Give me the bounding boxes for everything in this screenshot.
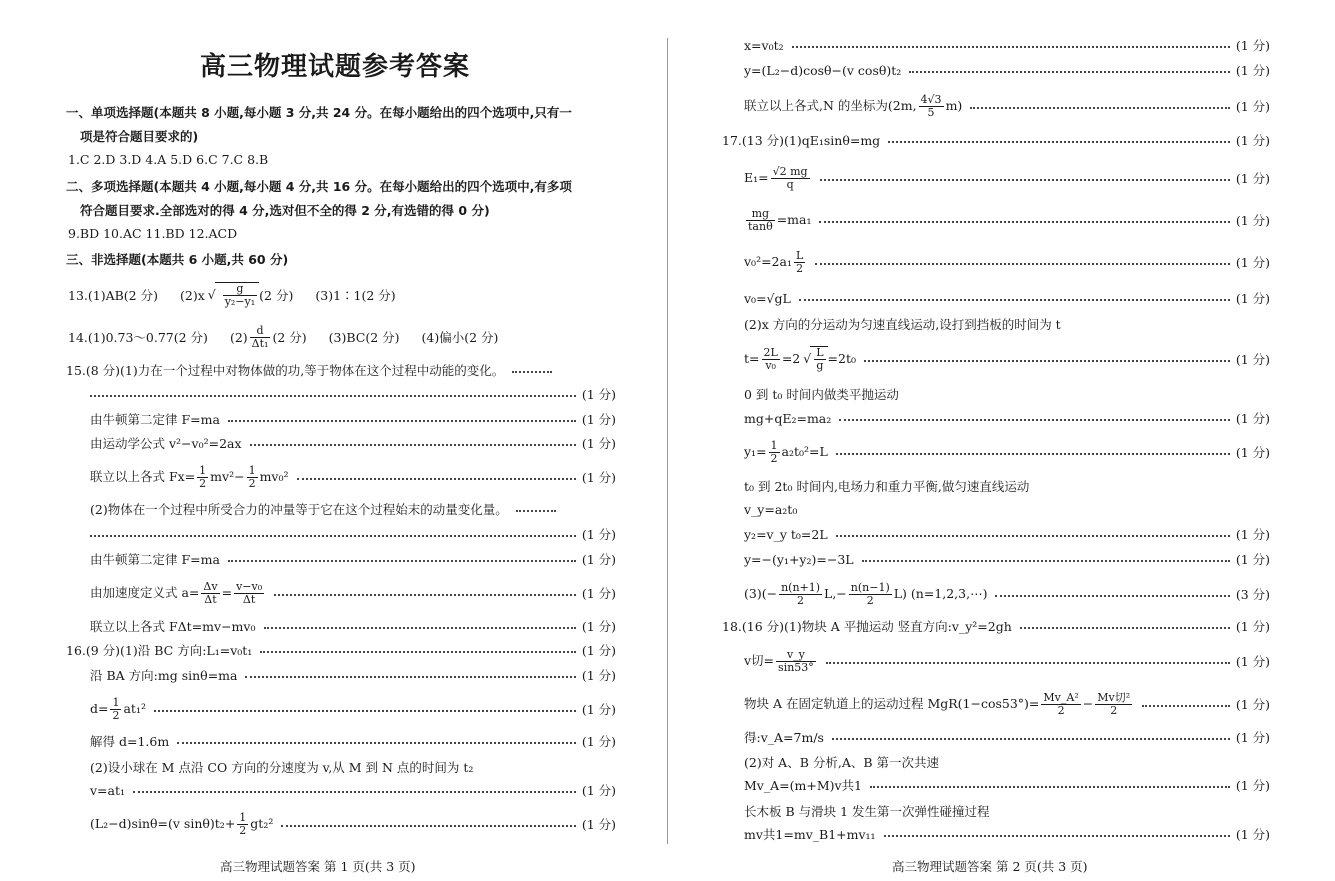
dot-leader [888,141,1230,143]
frac-den: v₀ [765,359,776,372]
frac-num: 1 [248,463,256,477]
q16-r1 [744,36,1270,54]
q18-l4-text: 得:v_A=7m/s [744,730,824,745]
q16-line1-text: 16.(9 分)(1)沿 BC 方向:L₁=v₀t₁ [66,643,253,658]
q17-l1-text: 17.(13 分)(1)qE₁sinθ=mg [722,133,881,148]
score: (1 分) [1235,63,1270,78]
fraction-half [110,697,121,722]
score: (1 分) [1235,445,1270,460]
q17-l5-text: v₀=√gL [744,290,791,306]
q17-l2-text [744,166,812,191]
q17-l15-text [744,582,987,607]
section2-heading-cont: 符合题目要求.全部选对的得 4 分,选对但不全的得 2 分,有选错的得 0 分) [80,203,490,218]
q16-line2 [90,666,616,684]
dot-leader [836,535,1230,537]
frac-num: √ L [816,346,824,359]
frac-den: 2 [199,476,207,490]
frac-num: Mv切² [1097,690,1131,704]
q17-l5 [744,289,1270,307]
dot-leader [516,510,556,512]
q16-r2-text: y=(L₂−d)cosθ−(v cosθ)t₂ [744,62,902,78]
q18-l4 [744,728,1270,746]
q13-fraction [223,283,257,308]
score: (1 分) [581,619,616,634]
q16-r2 [744,61,1270,79]
frac-den: 2 [797,593,805,607]
frac-num: Mv_A² [1043,690,1079,704]
q17-sqrt [810,346,827,372]
score: (1 分) [581,387,616,402]
q17-l10 [744,438,1270,466]
q17-l10-prefix: y₁= [744,443,767,459]
fraction [1095,692,1132,717]
q15-line8 [90,617,616,635]
score: (1 分) [581,734,616,749]
q16-line7-suffix: gt₂² [250,815,274,831]
score: (1 分) [581,527,616,542]
score: (1 分) [1235,619,1270,634]
q14-part2-score: (2 分) [272,330,307,345]
q18-l8-text: mv共1=mv_B1+mv₁₁ [744,827,876,842]
frac-den: g [816,359,824,372]
fraction [762,347,780,372]
fraction-half [769,440,780,465]
frac-num: L [795,248,804,262]
q15-line6 [90,550,616,568]
score: (1 分) [1235,99,1270,114]
q16-line6 [90,781,616,799]
footer-left: 高三物理试题答案 第 1 页(共 3 页) [220,859,416,874]
fraction [746,208,775,233]
score: (1 分) [1235,411,1270,426]
q18-l3-text: 物块 A 在固定轨道上的运动过程 MgR(1−cos53°)= $\frac{\text{Mv\_A²}}{2}$ − $\frac{\text{Mv切²}}{2}$ [744,690,1131,717]
q16-line7-text [90,812,273,837]
score: (1 分) [581,668,616,683]
fraction [234,581,264,606]
score: (1 分) [581,817,616,832]
q15-line4 [90,464,616,490]
q17-l7-mid: =2 [781,351,801,366]
q15-line5-score-row [90,525,616,543]
q13-part2-score: (2 分) [259,288,294,303]
q15-line5 [90,500,616,518]
fraction [776,649,816,674]
q17-l14 [744,550,1270,568]
frac-den: 5 [927,105,935,119]
score: (1 分) [1235,654,1270,669]
frac-num: v−v₀ [236,579,263,593]
frac-num: 4√3 [920,92,942,106]
dot-leader [862,560,1230,562]
q17-l4-text [744,250,807,275]
frac-num: 1 [199,463,207,477]
fraction-half [197,465,208,490]
q17-l3-text [744,208,811,233]
dot-leader [799,299,1230,301]
q17-l7 [744,344,1270,374]
dot-leader [90,395,576,397]
q17-l15-suffix: L) (n=1,2,3,⋯) [893,585,988,601]
q15-line4-suffix: mv₀² [259,468,289,484]
dot-leader [815,263,1230,265]
q17-l7-text [744,346,856,372]
q17-l9-text: mg+qE₂=ma₂ [744,410,832,426]
dot-leader [884,835,1230,837]
frac-num: √2 mg [772,164,808,178]
q15-line7-prefix: 由加速度定义式 a= [90,584,200,600]
q13-frac-den: y₂−y₁ [224,295,256,308]
q15-line4-prefix: 联立以上各式 Fx= [90,468,196,484]
dot-leader [909,71,1230,73]
dot-leader [792,46,1230,48]
frac-num: mg [746,208,775,221]
score: (1 分) [1235,778,1270,793]
q13-sqrt [215,282,259,308]
q17-l3-suffix: =ma₁ [776,211,812,227]
q16-line1 [66,641,616,659]
q18-l7: 长木板 B 与滑块 1 发生第一次弹性碰撞过程 [744,804,990,819]
q16-line3-text [90,697,146,722]
fraction [814,347,825,372]
frac-num: Δv [203,579,218,593]
q15-line2 [90,410,616,428]
q15-line1 [66,361,616,379]
score: (1 分) [1235,527,1270,542]
score: (1 分) [1235,213,1270,228]
q17-l12: v_y=a₂t₀ [744,502,798,517]
q16-line2-text: 沿 BA 方向:mg sinθ=ma [90,668,238,683]
dot-leader [264,627,576,629]
q17-l6: (2)x 方向的分运动为匀速直线运动,设打到挡板的时间为 t [744,317,1061,332]
q16-line7 [90,811,616,837]
section1-heading-cont: 项是符合题目要求的) [80,129,199,144]
dot-leader [245,676,575,678]
section2-answers: 9.BD 10.AC 11.BD 12.ACD [68,226,238,241]
q18-l2 [744,647,1270,675]
frac-den: q [786,177,794,191]
q17-l1 [722,131,1270,149]
score: (1 分) [581,470,616,485]
frac-den: Δt [242,592,256,606]
q17-l9 [744,409,1270,427]
dot-leader [826,662,1230,664]
dot-leader [970,107,1230,109]
score: (1 分) [581,552,616,567]
section3-heading: 三、非选择题(本题共 6 小题,共 60 分) [66,252,289,267]
q14-part3: (3)BC(2 分) [328,330,400,345]
q17-l15-mid: L,− [824,585,847,601]
dot-leader [836,453,1230,455]
left-page [66,0,616,881]
q18-l3-prefix: 物块 A 在固定轨道上的运动过程 MgR(1−cos53°)= [744,695,1040,711]
dot-leader [177,742,576,744]
frac-den: 2 [796,261,804,275]
score: (1 分) [581,412,616,427]
q17-l4-prefix: v₀²=2a₁ [744,253,792,269]
frac-den: tanθ [748,219,773,233]
q14-row [68,322,498,352]
q17-l13-text: y₂=v_y t₀=2L [744,526,828,542]
fraction [201,581,219,606]
q16-line7-prefix: (L₂−d)sinθ=(v sinθ)t₂+ [90,815,236,831]
fraction [849,582,892,607]
q17-l3 [744,206,1270,234]
q15-line7-text: 由加速度定义式 a= $\frac{\Delta v}{\Delta t}$ = $\frac{\text{v−v₀}}{\Delta t}$ [90,579,263,606]
q17-l7-suffix: =2t₀ [827,351,856,366]
q16-r3-prefix: 联立以上各式,N 的坐标为(2m, [744,97,917,113]
q18-l1 [722,617,1270,635]
score: (1 分) [581,643,616,658]
q17-l10-suffix: a₂t₀²=L [781,443,828,459]
frac-den: 2 [239,823,247,837]
dot-leader [1020,627,1230,629]
q16-r3-text [744,94,962,119]
dot-leader [820,179,1230,181]
frac-num: n(n+1) [781,580,821,594]
q15-line4-mid: mv²− [210,468,245,484]
q16-r3-suffix: m) [945,97,963,113]
q15-line8-text: 联立以上各式 FΔt=mv−mv₀ [90,619,256,634]
dot-leader [281,825,575,827]
fraction [919,94,944,119]
score: (1 分) [581,436,616,451]
q16-r3 [744,93,1270,119]
page-title: 高三物理试题参考答案 [200,52,471,82]
q13-row [68,280,396,310]
q15-line5-text: (2)物体在一个过程中所受合力的冲量等于它在这个过程始末的动量变化量。 [90,502,508,517]
q17-l2 [744,164,1270,192]
dot-leader [228,560,576,562]
frac-num: 1 [112,695,120,709]
dot-leader [870,786,1230,788]
q17-l13 [744,525,1270,543]
frac-num: 2L [763,346,778,359]
q15-line3 [90,434,616,452]
q18-l3 [744,690,1270,718]
fraction-half [247,465,258,490]
q14-frac-den: Δt₁ [251,336,269,350]
frac-den: 2 [866,593,874,607]
dot-leader [839,419,1230,421]
q18-l6 [744,776,1270,794]
q16-r1-text: x=v₀t₂ [744,37,784,53]
fraction-half [237,812,248,837]
dot-leader [133,791,576,793]
score: (1 分) [1235,352,1270,367]
fraction [1041,692,1080,717]
q18-l1-text: 18.(16 分)(1)物块 A 平抛运动 竖直方向:v_y²=2gh [722,619,1012,634]
q13-part3: (3)1∶1(2 分) [315,288,396,303]
q16-line4-text: 解得 d=1.6m [90,734,170,749]
score: (1 分) [581,783,616,798]
dot-leader [274,594,576,596]
footer-right: 高三物理试题答案 第 2 页(共 3 页) [892,859,1088,874]
dot-leader [297,478,576,480]
frac-num: 1 [239,810,247,824]
dot-leader [1142,705,1230,707]
dot-leader [832,738,1230,740]
q18-l8 [744,825,1270,843]
score: (1 分) [1235,133,1270,148]
q13-part2-prefix: (2)x [179,287,205,303]
q17-l14-text: y=−(y₁+y₂)=−3L [744,551,854,567]
dot-leader [228,420,576,422]
q14-part1: 14.(1)0.73～0.77(2 分) [68,330,208,345]
frac-den: 2 [1110,703,1118,717]
frac-den: sin53° [778,660,814,674]
q16-line3-prefix: d= [90,700,109,716]
q16-line4 [90,732,616,750]
q13-frac-num: √ g [223,283,257,296]
q15-line6-text: 由牛顿第二定律 F=ma [90,552,220,567]
score: (1 分) [1235,38,1270,53]
score: (1 分) [1235,730,1270,745]
score: (1 分) [1235,255,1270,270]
q16-line3-suffix: at₁² [123,700,146,716]
score: (3 分) [1235,587,1270,602]
q15-line1-score-row [90,385,616,403]
q18-l2-text [744,649,818,674]
dot-leader [512,371,552,373]
frac-num: n(n−1) [850,580,890,594]
dot-leader [154,710,576,712]
fraction [779,582,822,607]
frac-den: 2 [1057,703,1065,717]
dot-leader [995,595,1229,597]
frac-den: Δt [204,592,217,606]
q17-l7-prefix: t= [744,351,760,366]
score: (1 分) [1235,552,1270,567]
fraction [794,250,805,275]
section1-heading: 一、单项选择题(本题共 8 小题,每小题 3 分,共 24 分。在每小题给出的四个选项中,只有一 [66,105,572,120]
page-divider [667,38,668,844]
q17-l15 [744,580,1270,608]
q17-l15-prefix: (3)(− [744,585,778,601]
section1-answers: 1.C 2.D 3.D 4.A 5.D 6.C 7.C 8.B [68,152,269,167]
frac-num: 1 [770,438,778,452]
dot-leader [864,360,1230,362]
fraction [771,166,810,191]
q16-line5: (2)设小球在 M 点沿 CO 方向的分速度为 v,从 M 到 N 点的时间为 t₂ [90,760,474,775]
q15-line2-text: 由牛顿第二定律 F=ma [90,412,220,427]
dot-leader [250,444,576,446]
q17-l4 [744,248,1270,276]
q18-l6-text: Mv_A=(m+M)v共1 [744,778,863,793]
q17-l11: t₀ 到 2t₀ 时间内,电场力和重力平衡,做匀速直线运动 [744,479,1030,494]
q17-l2-prefix: E₁= [744,169,769,185]
q17-l10-text [744,440,828,465]
dot-leader [819,221,1229,223]
dot-leader [260,651,576,653]
q18-l5: (2)对 A、B 分析,A、B 第一次共速 [744,755,940,770]
q15-line7 [90,580,616,606]
score: (1 分) [1235,171,1270,186]
q14-part2-prefix: (2) [229,329,248,345]
q15-line3-text: 由运动学公式 v²−v₀²=2ax [90,436,242,451]
q14-fraction [250,325,271,350]
score: (1 分) [1235,291,1270,306]
score: (1 分) [581,586,616,601]
q18-l2-prefix: v切= [744,652,775,668]
frac-den: 2 [112,708,120,722]
frac-den: 2 [770,451,778,465]
q14-part4: (4)偏小(2 分) [421,330,499,345]
section2-heading: 二、多项选择题(本题共 4 小题,每小题 4 分,共 16 分。在每小题给出的四个选项中,有多项 [66,179,572,194]
score: (1 分) [1235,697,1270,712]
frac-den: 2 [248,476,256,490]
score: (1 分) [1235,827,1270,842]
right-page [722,0,1270,881]
q13-part1: 13.(1)AB(2 分) [68,288,158,303]
dot-leader [90,535,576,537]
q16-line3 [90,696,616,722]
frac-num: v_y [776,649,816,662]
q14-frac-num: d [250,325,271,338]
q15-line4-text [90,465,289,490]
q17-l8: 0 到 t₀ 时间内做类平抛运动 [744,387,899,402]
score: (1 分) [581,702,616,717]
q16-line6-text: v=at₁ [90,782,126,798]
q15-line1-text: 15.(8 分)(1)力在一个过程中对物体做的功,等于物体在这个过程中动能的变化。 [66,363,505,378]
